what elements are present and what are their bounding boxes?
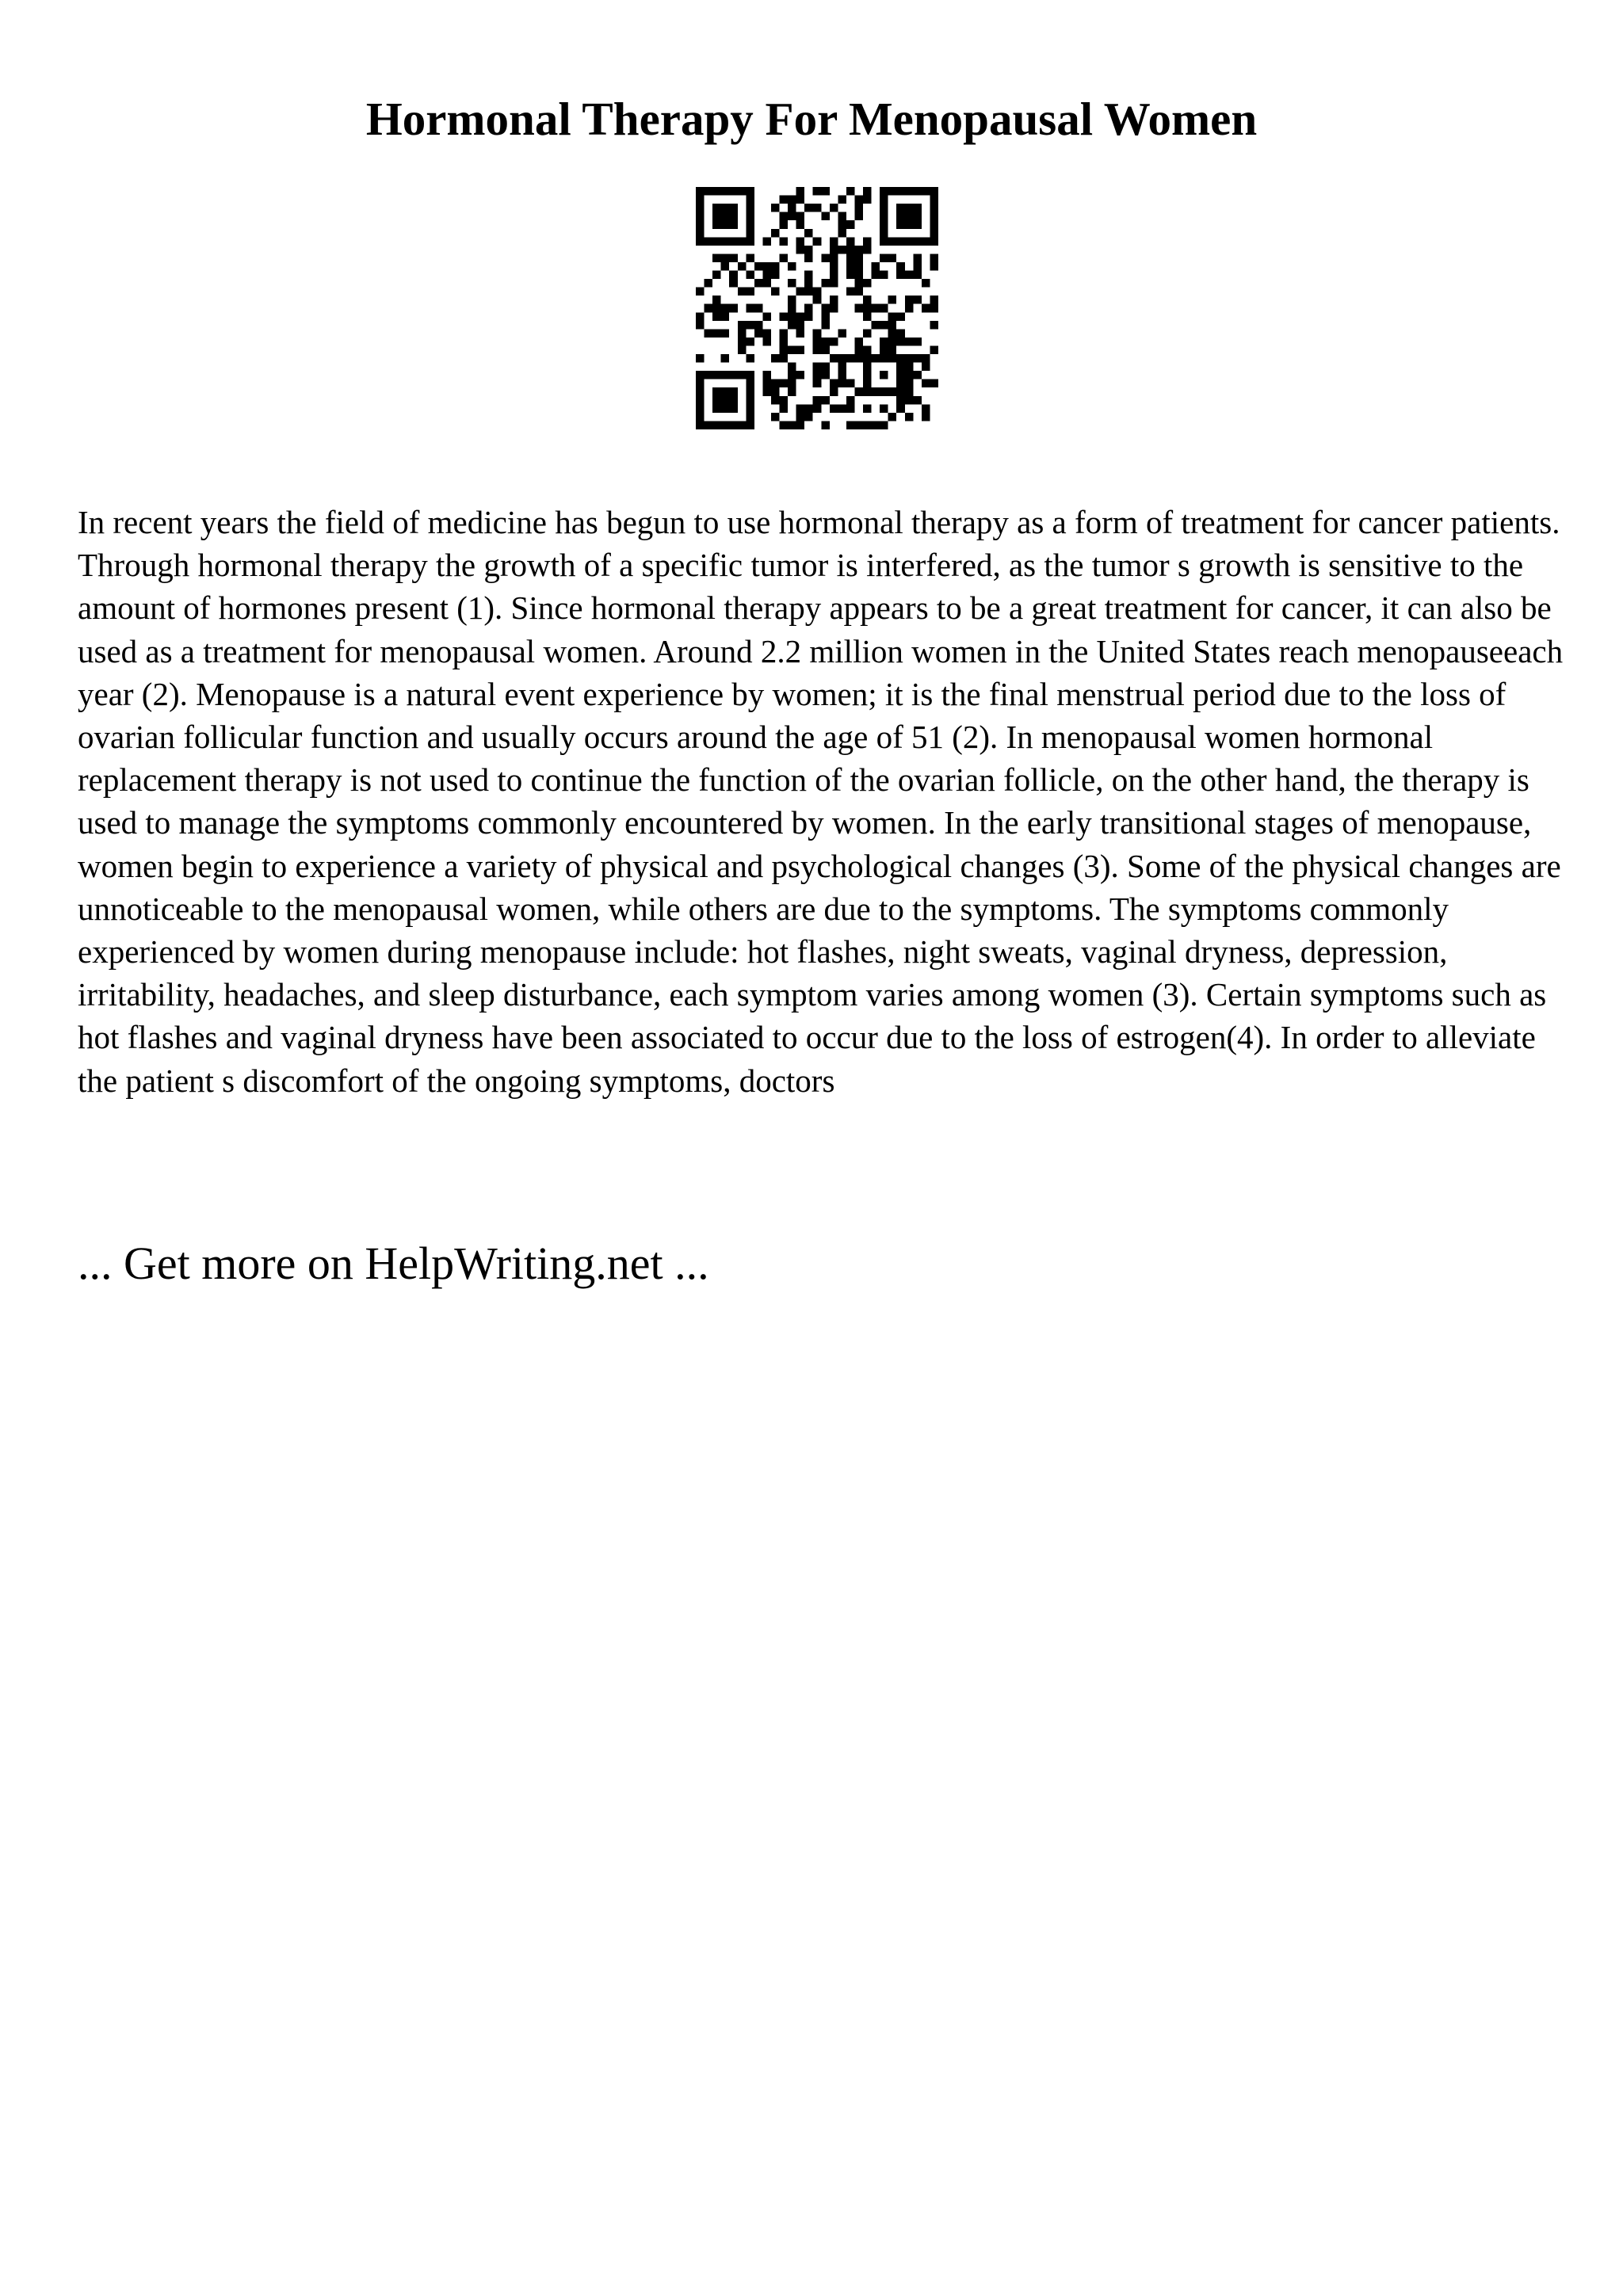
qr-code-icon [696,187,938,429]
body-paragraph: In recent years the field of medicine has begun to use hormonal therapy as a form of treatment for cancer patients. Through hormonal therapy the growth of a specific tumor is interfered, as the tumor s growth is sensitive to the amount of hormones present (1). Since hormonal therapy appears to be a great treatment for cancer, it can also be used as a treatment for menopausal women. Around 2.2 million women in the United States reach menopauseeach year (2). Menopause is a natural event experience by women; it is the final menstrual period due to the loss of ovarian follicular function and usually occurs around the age of 51 (2). In menopausal women hormonal replacement therapy is not used to continue the function of the ovarian follicle, on the other hand, the therapy is used to manage the symptoms commonly encountered by women. In the early transitional stages of menopause, women begin to experience a variety of physical and psychological changes (3). Some of the physical changes are unnoticeable to the menopausal women, while others are due to the symptoms. The symptoms commonly experienced by women during menopause include: hot flashes, night sweats, vaginal dryness, depression, irritability, headaches, and sleep disturbance, each symptom varies among women (3). Certain symptoms such as hot flashes and vaginal dryness have been associated to occur due to the loss of estrogen(4). In order to alleviate the patient s discomfort of the ongoing symptoms, doctors [78,504,1564,1099]
page-title: Hormonal Therapy For Menopausal Women [365,93,1258,145]
get-more-link[interactable]: ... Get more on HelpWriting.net ... [78,1238,709,1289]
